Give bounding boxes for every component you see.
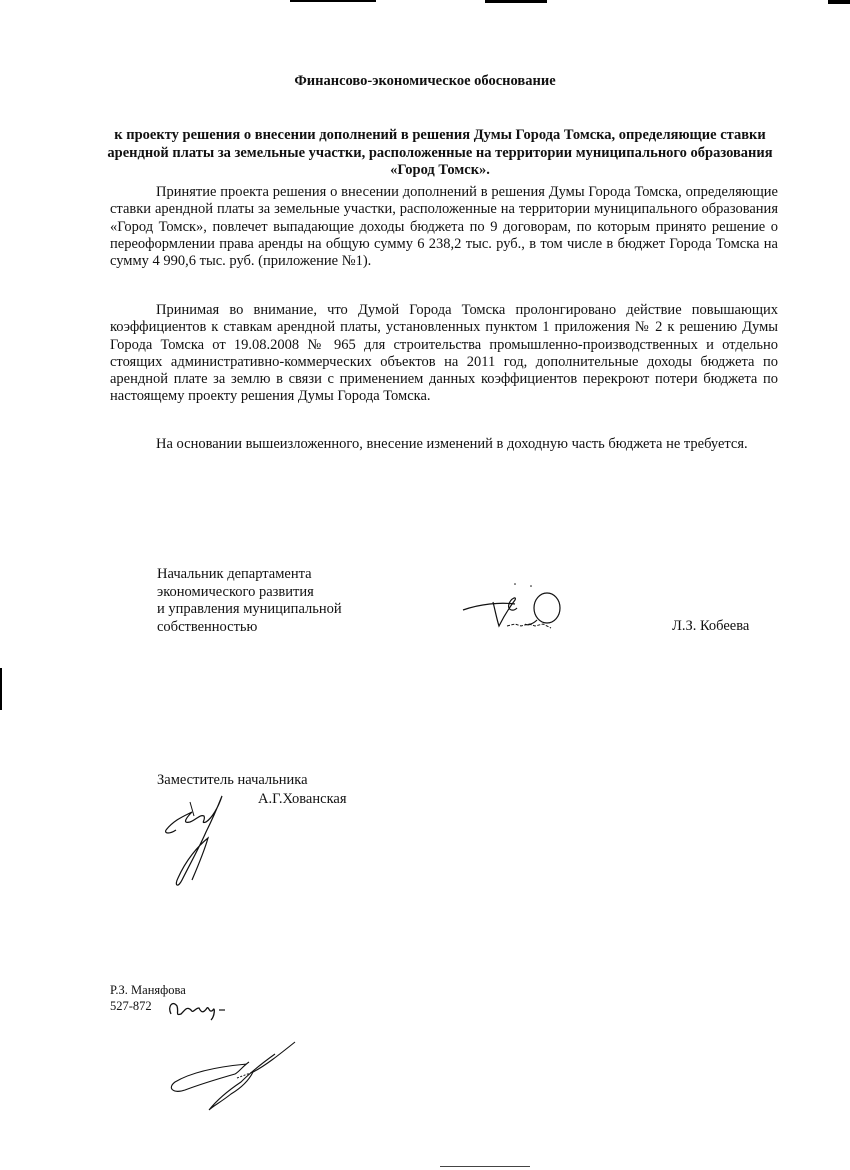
position-line: Начальник департамента	[157, 566, 312, 582]
scan-artifact	[828, 0, 850, 4]
handwritten-signature-icon	[165, 1040, 305, 1120]
position-line: собственностью	[157, 618, 258, 635]
position-line: и управления муниципальной	[157, 601, 342, 617]
signatory-1-name: Л.З. Кобеева	[672, 618, 750, 634]
paragraph-text: Принимая во внимание, что Думой Города Томска пролонгировано действие повышающих коэффициентов к ставкам арендной платы, установленных пунктом 1 приложения № 2 к решению Думы Города Томска от 19.08.2008 № 965 для строительства промышленно-производственных и отдельно стоящих административно-коммерческих объектов на 2011 год, дополнительные доходы бюджета по арендной плате за землю в связи с применением данных коэффициентов перекроют потери бюджета по настоящему проекту решения Думы Города Томска.	[110, 302, 778, 405]
paragraph-2	[110, 302, 778, 406]
executor-phone: 527-872	[110, 999, 152, 1013]
paragraph-text: На основании вышеизложенного, внесение изменений в доходную часть бюджета не требуется.	[156, 436, 748, 452]
signatory-2-position: Заместитель начальника	[157, 772, 308, 788]
document-title: Финансово-экономическое обоснование	[294, 73, 556, 89]
signatory-1-position	[157, 566, 342, 636]
scan-artifact	[485, 0, 547, 3]
scan-artifact	[0, 668, 2, 710]
position-line: экономического развития	[157, 583, 314, 600]
handwritten-signature-icon	[160, 790, 240, 890]
paragraph-text: Принятие проекта решения о внесении дополнений в решения Думы Города Томска, определяющие ставки арендной платы за земельные участки, расположенные на территории муниципального образования «Город Томск», повлечет выпадающие доходы бюджета по 9 договорам, по которым принято решение о переоформлении права аренды на общую сумму 6 238,2 тыс. руб., в том числе в бюджет Города Томска на сумму 4 990,6 тыс. руб. (приложение №1).	[110, 184, 778, 270]
signatory-2-name: А.Г.Хованская	[258, 791, 347, 807]
paragraph-3	[110, 436, 778, 453]
paragraph-1	[110, 184, 778, 270]
scan-artifact	[290, 0, 376, 2]
document-subtitle: к проекту решения о внесении дополнений в решения Думы Города Томска, определяющие ставки арендной платы за земельные участки, расположенные на территории муниципального образования «Город Томск».	[107, 127, 773, 178]
handwritten-initials-icon	[165, 992, 235, 1022]
scan-artifact	[440, 1166, 530, 1167]
handwritten-signature-icon	[455, 580, 575, 640]
executor-name: Р.З. Маняфова	[110, 983, 186, 997]
